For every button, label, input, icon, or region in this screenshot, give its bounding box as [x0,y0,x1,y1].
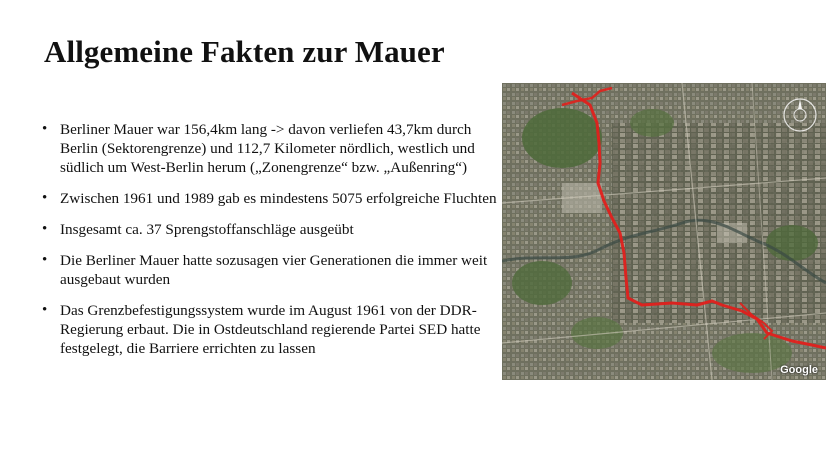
bullet-text: Die Berliner Mauer hatte sozusagen vier Generationen die immer weit ausgebaut wurden [60,252,488,288]
bullet-text: Zwischen 1961 und 1989 gab es mindestens 5075 erfolgreiche Fluchten [60,190,497,207]
satellite-map-image [502,83,826,380]
bullet-dot: • [42,252,48,268]
bullet-dot: • [42,221,48,237]
google-watermark: Google [780,364,818,376]
bullet-dot: • [42,190,48,206]
bullet-text: Berliner Mauer war 156,4km lang -> davon verliefen 43,7km durch Berlin (Sektorengrenze) und 112,7 Kilometer nördlich, westlich und südlich um West-Berlin herum („Zonengrenze“ bzw. „Außenring“) [60,121,475,176]
bullet-item [40,120,510,177]
bullet-item [40,251,510,289]
bullet-text: Das Grenzbefestigungssystem wurde im August 1961 von der DDR-Regierung erbaut. Die in Ostdeutschland regierende Partei SED hatte festgelegt, die Barriere errichten zu lassen [60,302,481,357]
bullet-list [40,120,510,370]
bullet-item [40,301,510,358]
bullet-dot: • [42,121,48,137]
bullet-dot: • [42,302,48,318]
slide-title: Allgemeine Fakten zur Mauer [44,34,445,69]
bullet-text: Insgesamt ca. 37 Sprengstoffanschläge ausgeübt [60,221,354,238]
bullet-item [40,189,510,208]
bullet-item [40,220,510,239]
map-graphic [502,83,826,380]
